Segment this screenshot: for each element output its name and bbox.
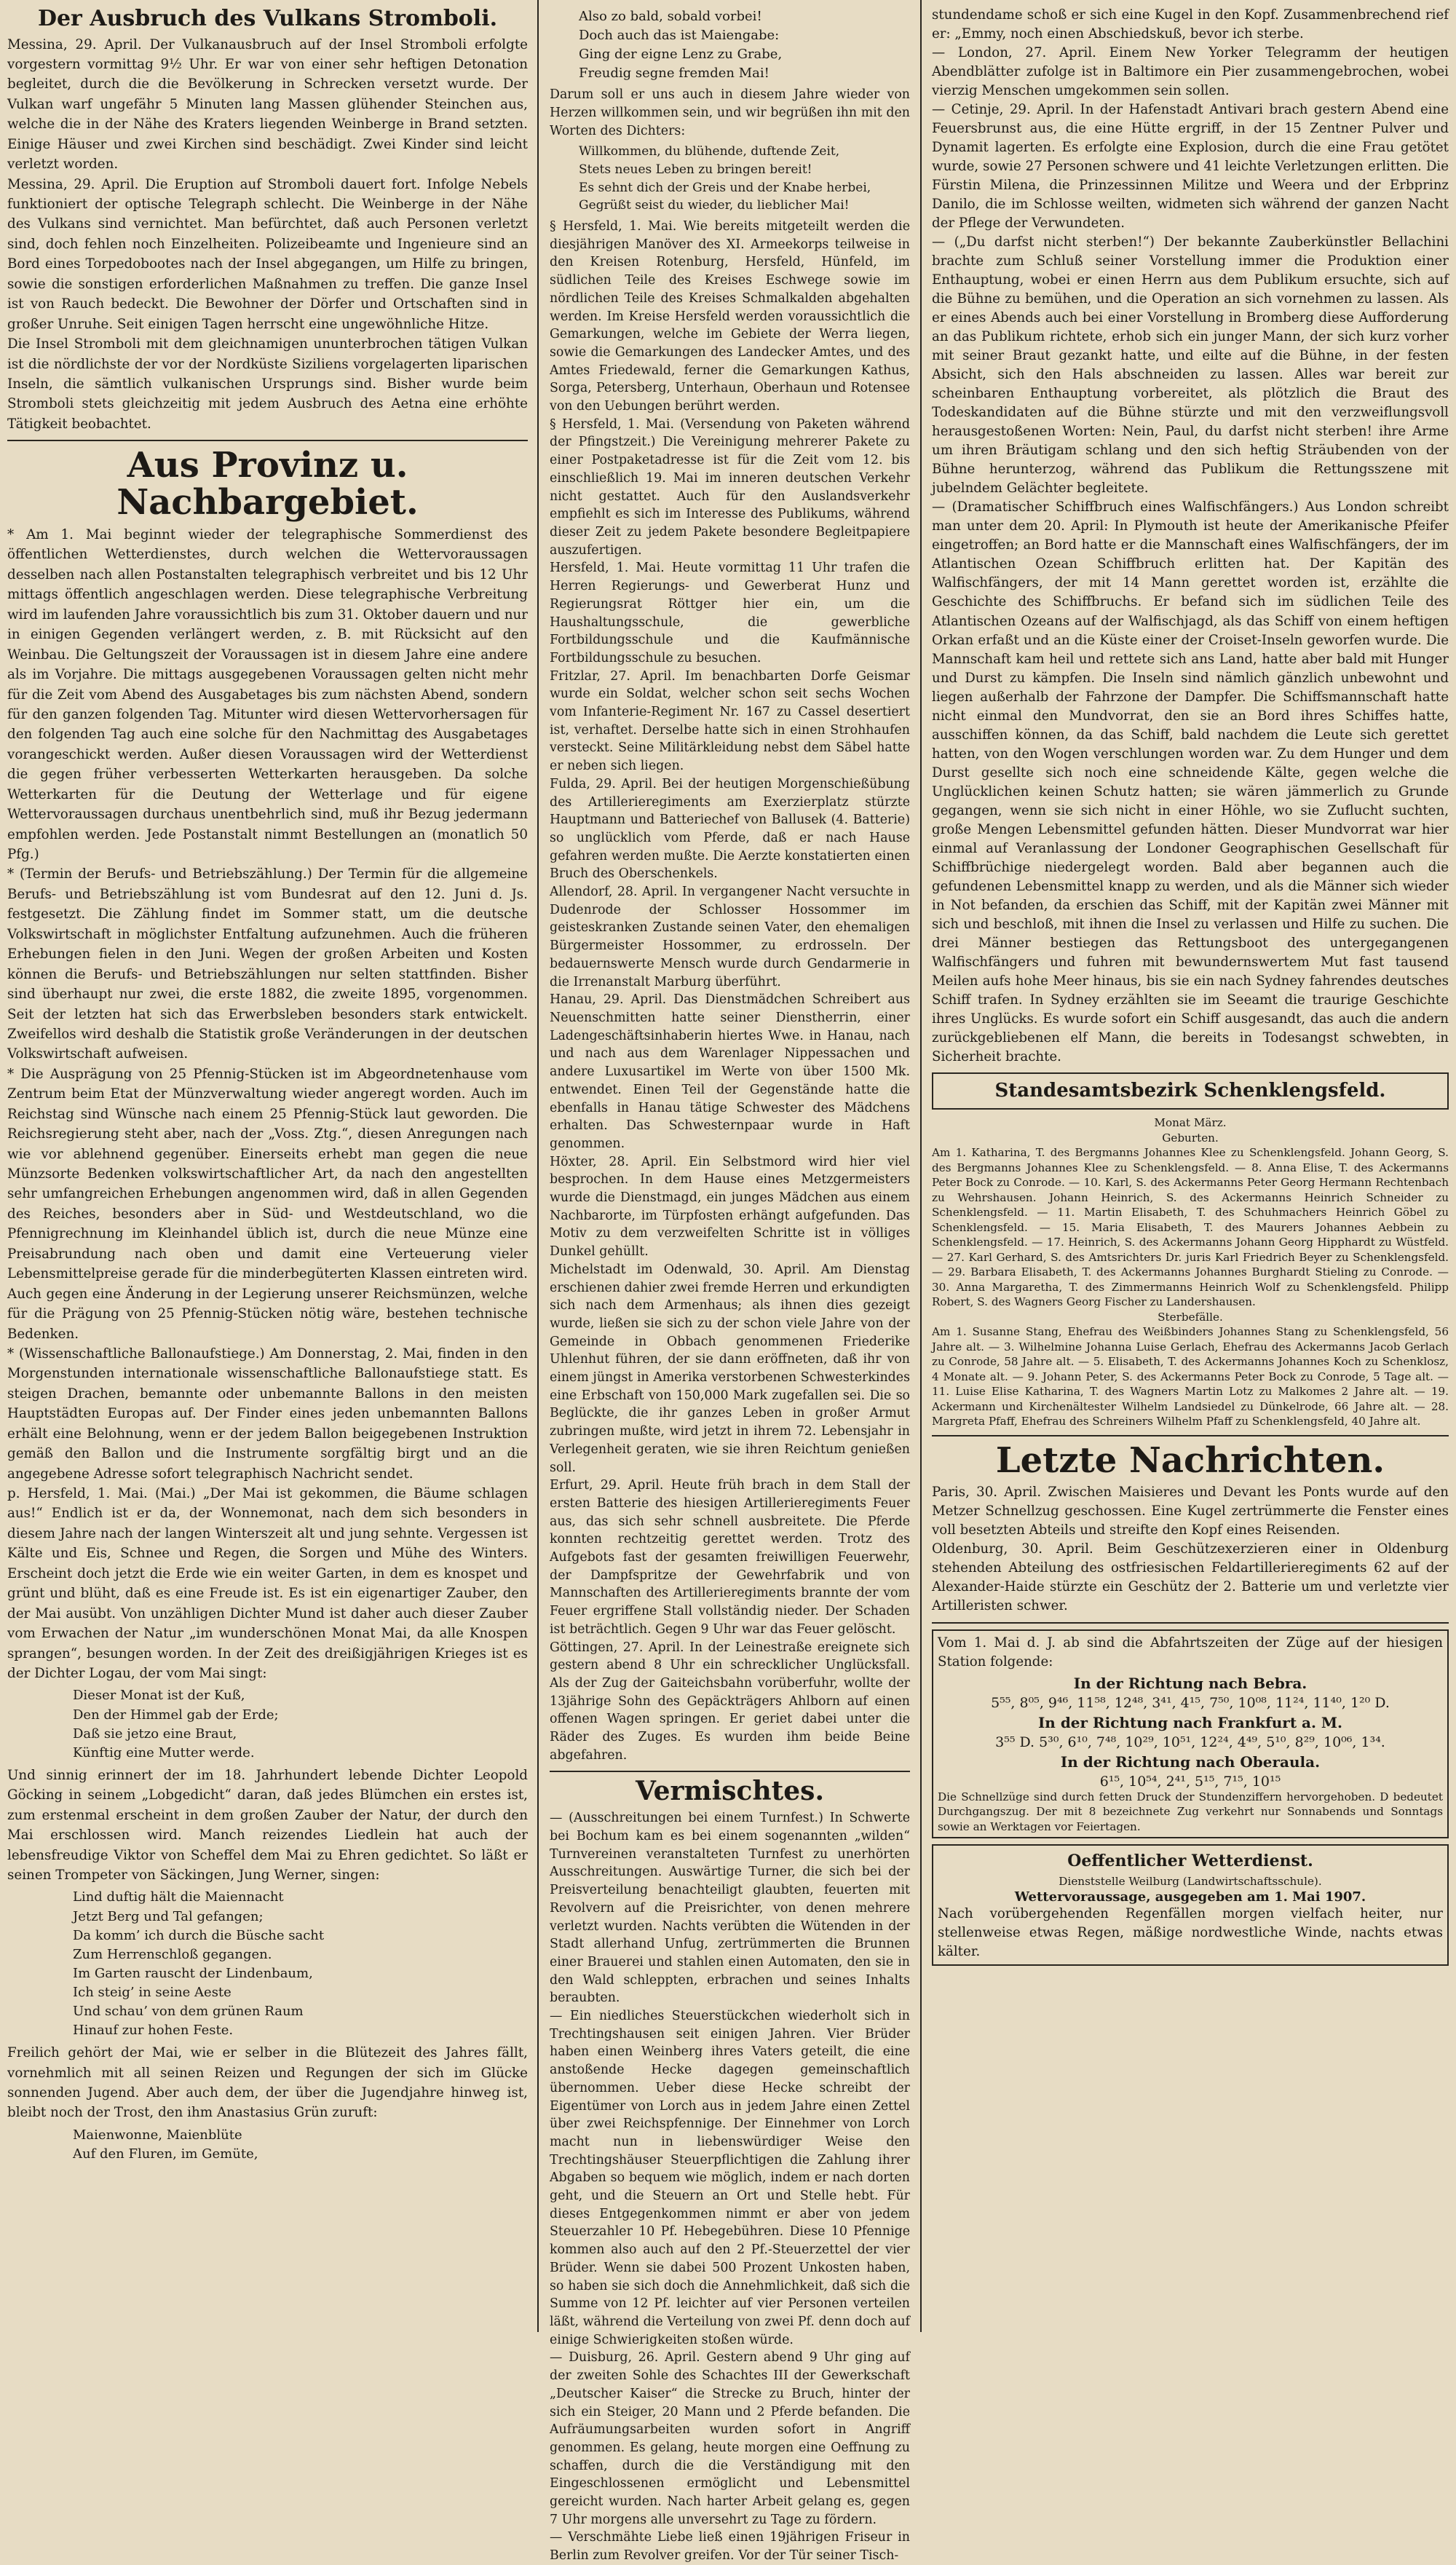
article-paragraph: stundendame schoß er sich eine Kugel in den Kopf. Zusammenbrechend rief er: „Emmy, noch einen Abschiedskuß, bevor ich sterbe. xyxy=(932,7,1449,42)
timetable-oberaula-heading: In der Richtung nach Oberaula. xyxy=(1060,1752,1321,1771)
article-paragraph: — Ein niedliches Steuerstückchen wiederholt sich in Trechtingshausen seit einigen Jahren. Vier Brüder haben einen Weinberg ihres Vaters geteilt, die eine anstoßende Hecke dagegen gemeinschaftlich übernommen. Ueber diese Hecke schreibt der Eigentümer von Lorch aus in jedem Jahre einen Zettel über zwei Reichspfennige. Der Einnehmer von Lorch macht nun in liebenswürdiger Weise den Trechtingshäuser Steuerpflichtigen die Zahlung ihrer Abgaben so bequem wie möglich, indem er nach dorten geht, und die Steuern an Ort und Stelle hebt. Für dieses Entgegenkommen nimmt er aber von jedem Steuerzahler 10 Pf. Hebegebühren. Diese 10 Pfennige kommen also auch auf den 2 Pf.-Steuerzettel der vier Brüder. Wenn sie dabei 500 Prozent Unkosten haben, so haben sie sich doch die Annehmlichkeit, daß sich die Summe von 12 Pf. leichter auf vier Personen verteilen läßt, während die Verteilung von zwei Pf. denn doch auf einige Schwierigkeiten stoßen würde. xyxy=(550,2009,910,2347)
poem-line: Lind duftig hält die Maiennacht xyxy=(73,1889,284,1905)
weather-box xyxy=(932,1844,1449,1966)
poem-logau xyxy=(73,1686,528,1762)
timetable-frankfurt-times: 3⁵⁵ D. 5³⁰, 6¹⁰, 7⁴⁸, 10²⁹, 10⁵¹, 12²⁴, 4⁴⁹, 5¹⁰, 8²⁹, 10⁰⁶, 1³⁴. xyxy=(995,1734,1385,1750)
vermischtes-headline: Vermischtes. xyxy=(636,1775,824,1806)
poem-continued xyxy=(579,7,910,83)
weather-station: Dienststelle Weilburg (Landwirtschaftsschule). xyxy=(1059,1875,1322,1889)
article-paragraph: * (Wissenschaftliche Ballonaufstiege.) Am Donnerstag, 2. Mai, finden in den Morgenstunden internationale wissenschaftliche Ballonaufstiege statt. Es steigen Drachen, bemannte oder unbemannte Ballons in den meisten Hauptstädten Europas auf. Der Finder eines jeden unbemannten Ballons erhält eine Belohnung, wenn er der jedem Ballon beigegebenen Instruktion gemäß den Ballon und die Instrumente sorgfältig birgt und an die angegebene Adresse sofort telegraphisch Nachricht sendet. xyxy=(7,1345,528,1482)
poem-line: Daß sie jetzo eine Braut, xyxy=(73,1726,237,1742)
poem-willkommen xyxy=(579,143,910,215)
letzte-nachrichten-headline: Letzte Nachrichten. xyxy=(995,1440,1385,1481)
column-right xyxy=(925,0,1456,2332)
article-paragraph: * Die Ausprägung von 25 Pfennig-Stücken ist im Abgeordnetenhause vom Zentrum beim Etat der Münzverwaltung wieder angeregt worden. Auch im Reichstag sind Wünsche nach einem 25 Pfennig-Stück laut geworden. Die Reichsregierung steht aber, nach der „Voss. Ztg.“, diesen Anregungen nach wie vor ablehnend gegenüber. Einerseits erhebt man gegen die neue Münzsorte Bedenken volkswirtschaftlicher Art, da nach den angestellten sehr umfangreichen Erhebungen angenommen wird, daß in allen Gegenden des Reiches, besonders aber in Süd- und Westdeutschland, wo die Pfennigrechnung im Kleinhandel üblich ist, durch die neue Münze eine Preisabrundung nach oben und damit eine Verteuerung vieler Lebensmittelpreise gerade für die minderbegüterten Klassen eintreten wird. Auch gegen eine Änderung in der Legierung unserer Reichsmünzen, welche für die Prägung von 25 Pfennig-Stücken nötig wäre, bestehen technische Bedenken. xyxy=(7,1066,528,1342)
article-paragraph: Allendorf, 28. April. In vergangener Nacht versuchte in Dudenrode der Schlosser Hossommer im geisteskranken Zustande seinen Vater, den ehemaligen Bürgermeister Hossommer, zu erdrosseln. Der bedauernswerte Mensch wurde durch Gendarmerie in die Irrenanstalt Marburg überführt. xyxy=(550,885,910,989)
section-divider xyxy=(7,440,528,441)
article-paragraph: * Am 1. Mai beginnt wieder der telegraphische Sommerdienst des öffentlichen Wetterdienstes, durch welchen die Wettervoraussagen desselben nach allen Postanstalten telegraphisch verbreitet und bis 12 Uhr mittags öffentlich angeschlagen werden. Diese telegraphische Verbreitung wird im laufenden Jahre voraussichtlich bis zum 31. Oktober dauern und nur in einigen Gegenden verlängert werden, z. B. mit Rücksicht auf den Weinbau. Die Geltungszeit der Voraussagen ist in diesem Jahre eine andere als im Vorjahre. Die mittags ausgegebenen Voraussagen gelten nicht mehr für die Zeit vom Abend des Ausgabetages bis zum nächsten Abend, sondern für den ganzen folgenden Tag. Mitunter wird diesen Wettervorhersagen für den folgenden Tag auch eine solche für den Nachmittag des Ausgabetages vorangeschickt werden. Außer diesen Voraussagen wird der Wetterdienst die gegen früher verbesserten Wetterkarten herausgeben. Da solche Wetterkarten für die Deutung der Wetterlage und für eigene Wettervoraussagen durchaus unentbehrlich sind, muß ihr Bezug jedermann empfohlen werden. Jede Postanstalt nimmt Bestellungen an (monatlich 50 Pfg.) xyxy=(7,527,528,863)
poem-scheffel xyxy=(73,1888,528,2040)
article-paragraph: * (Termin der Berufs- und Betriebszählung.) Der Termin für die allgemeine Berufs- und Betriebszählung ist vom Bundesrat auf den 12. Juni d. Js. festgesetzt. Die Zählung findet im Sommer statt, um die deutsche Volkswirtschaft in möglichster Entfaltung aufzunehmen. Auch die früheren Erhebungen fielen in den Juni. Wegen der großen Arbeiten und Kosten können die Berufs- und Betriebszählungen nur selten stattfinden. Bisher sind überhaupt nur zwei, die erste 1882, die zweite 1895, vorgenommen. Seit der letzten hat sich das Erwerbsleben besonders stark entwickelt. Zweifellos wird deshalb die Statistik große Veränderungen in der deutschen Volkswirtschaft aufweisen. xyxy=(7,866,528,1062)
article-paragraph: § Hersfeld, 1. Mai. (Versendung von Paketen während der Pfingstzeit.) Die Vereinigung mehrerer Pakete zu einer Postpaketadresse ist für die Zeit vom 12. bis einschließlich 19. Mai im inneren deutschen Verkehr nicht gestattet. Auch für den Auslandsverkehr empfiehlt es sich im Interesse des Publikums, während dieser Zeit zu jedem Pakete besondere Begleitpapiere auszufertigen. xyxy=(550,416,910,558)
section-divider xyxy=(932,1622,1449,1624)
standesamt-deaths: Am 1. Susanne Stang, Ehefrau des Weißbinders Johannes Stang zu Schenklengsfeld, 56 Jahre alt. — 3. Wilhelmine Johanna Luise Gerlach, Ehefrau des Ackermanns Jacob Gerlach zu Conrode, 58 Jahre alt. — 5. Elisabeth, T. des Ackermanns Johannes Koch zu Schenklosz, 4 Monate alt. — 9. Johann Peter, S. des Ackermanns Peter Bock zu Conrode, 5 Tage alt. — 11. Luise Elise Katharina, T. des Wagners Martin Lotz zu Malkomes 2 Jahre alt. — 19. Ackermann und Kirchenältester Wilhelm Landsiedel zu Dünkelrode, 66 Jahre alt. — 28. Margreta Pfaff, Ehefrau des Schreiners Wilhelm Pfaff zu Schenklengsfeld, 40 Jahre alt. xyxy=(932,1325,1449,1428)
poem-line: Ich steig’ in seine Aeste xyxy=(73,1984,232,2000)
poem-line: Den der Himmel gab der Erde; xyxy=(73,1707,279,1723)
poem-line: Und schau’ von dem grünen Raum xyxy=(73,2003,304,2019)
article-paragraph: Fulda, 29. April. Bei der heutigen Morgenschießübung des Artillerieregiments am Exerzierplatz stürzte Hauptmann und Batteriechef von Ballusek (4. Batterie) so unglücklich vom Pferde, daß er nach Hause gefahren werden mußte. Die Aerzte konstatierten einen Bruch des Oberschenkels. xyxy=(550,776,910,882)
weather-forecast: Nach vorübergehenden Regenfällen morgen vielfach heiter, nur stellenweise etwas Regen, mäßige nordwestliche Winde, nachts etwas kälter. xyxy=(938,1905,1443,1959)
stromboli-paragraph: Messina, 29. April. Der Vulkanausbruch auf der Insel Stromboli erfolgte vorgestern vormittag 9½ Uhr. Er war von einer sehr heftigen Detonation begleitet, durch die die Bevölkerung in Schrecken versetzt wurde. Der Vulkan warf ungefähr 5 Minuten lang Massen glühender Steinchen aus, welche die in der Nähe des Kraters liegenden Weinberge in Brand setzten. Einige Häuser und zwei Kirchen sind beschädigt. Zwei Kinder sind leicht verletzt worden. xyxy=(7,36,528,173)
article-paragraph: Michelstadt im Odenwald, 30. April. Am Dienstag erschienen dahier zwei fremde Herren und erkundigten sich nach dem Armenhaus; als ihnen dies gezeigt wurde, ließen sie sich zu der schon viele Jahre von der Gemeinde in Obbach genommenen Friederike Uhlenhut führen, der sie dann eröffneten, daß ihr von einem jüngst in Amerika verstorbenen Schwesterkindes eine Erbschaft von 150,000 Mark zugefallen sei. Die so Beglückte, die ihr ganzes Leben in großer Armut zubringen mußte, wird jetzt in ihrem 72. Lebensjahr in Verlegenheit geraten, wie sie ihren Reichtum genießen soll. xyxy=(550,1262,910,1475)
poem-line: Hinauf zur hohen Feste. xyxy=(73,2023,234,2039)
stromboli-paragraph: Die Insel Stromboli mit dem gleichnamigen ununterbrochen tätigen Vulkan ist die nördlichste der vor der Nordküste Siziliens vorgelagerten liparischen Inseln, die sämtlich vulkanischen Ursprungs sind. Bisher wurde beim Stromboli stets gleichzeitig mit jedem Ausbruch des Aetna eine erhöhte Tätigkeit beobachtet. xyxy=(7,336,528,432)
timetable-box xyxy=(932,1629,1449,1839)
article-paragraph: Hersfeld, 1. Mai. Heute vormittag 11 Uhr trafen die Herren Regierungs- und Gewerberat Hunz und Regierungsrat Röttger hier ein, um die Haushaltungsschule, die gewerbliche Fortbildungsschule und die Kaufmännische Fortbildungsschule zu besuchen. xyxy=(550,561,910,665)
standesamt-headline: Standesamtsbezirk Schenklengsfeld. xyxy=(994,1079,1386,1102)
timetable-bebra-heading: In der Richtung nach Bebra. xyxy=(1073,1674,1307,1692)
poem-line: Willkommen, du blühende, duftende Zeit, xyxy=(579,144,840,159)
provinz-headline: Aus Provinz u. Nachbargebiet. xyxy=(116,445,419,523)
timetable-intro: Vom 1. Mai d. J. ab sind die Abfahrtszeiten der Züge auf der hiesigen Station folgende: xyxy=(938,1635,1443,1669)
stromboli-headline: Der Ausbruch des Vulkans Stromboli. xyxy=(37,6,498,31)
section-divider xyxy=(550,1771,910,1772)
article-paragraph: Und sinnig erinnert der im 18. Jahrhundert lebende Dichter Leopold Göcking in seinem „Lobgedicht“ daran, daß jedes Blümchen ein erstes ist, zum erstenmal erscheint in dem großen Zauber der Natur, der durch den Mai erschlossen wird. Manch reizendes Liedlein hat auch der lebensfreudige Viktor von Scheffel dem Mai zu Ehren gedichtet. So läßt er seinen Trompeter von Säckingen, Jung Werner, singen: xyxy=(7,1767,528,1883)
poem-line: Gegrüßt seist du wieder, du lieblicher Mai! xyxy=(579,198,850,213)
article-paragraph: — (Ausschreitungen bei einem Turnfest.) In Schwerte bei Bochum kam es bei einem sogenannten „wilden“ Turnvereinen veranstalteten Turnfest zu unerhörten Ausschreitungen. Auswärtige Turner, die sich bei der Preisverteilung benachteiligt glaubten, feuerten mit Revolvern auf die Preisrichter, von denen mehrere verletzt wurden. Nachts verübten die Wütenden in der Stadt allerhand Unfug, zertrümmerten die Brunnen einer Brauerei und stahlen einen Automaten, den sie in den Wald schleppten, erbrachen und seines Inhalts beraubten. xyxy=(550,1811,910,2006)
article-paragraph: Hanau, 29. April. Das Dienstmädchen Schreibert aus Neuenschmitten hatte seiner Dienstherrin, einer Ladengeschäftsinhaberin hiertes Wwe. in Hanau, nach und nach aus dem Warenlager Nippessachen und andere Luxusartikel im Werte von über 1500 Mk. entwendet. Einen Teil der Gegenstände hatte die ebenfalls in Hanau tätige Schwester des Mädchens erhalten. Das Schwesternpaar wurde in Haft genommen. xyxy=(550,992,910,1151)
weather-headline: Oeffentlicher Wetterdienst. xyxy=(1067,1851,1313,1871)
section-divider xyxy=(932,1435,1449,1436)
article-paragraph: p. Hersfeld, 1. Mai. (Mai.) „Der Mai ist gekommen, die Bäume schlagen aus!“ Endlich ist er da, der Wonnemonat, nach dem sich besonders in diesem Jahre nach der langen Winterszeit alt und jung sehnte. Vergessen ist Kälte und Eis, Schnee und Regen, die Sorgen und Mühe des Winters. Erscheint doch jetzt die Erde wie ein weiter Garten, in dem es knospet und grünt und blüht, daß es eine Freude ist. Es ist ein eigenartiger Zauber, den der Mai ausübt. Von unzähligen Dichter Mund ist daher auch dieser Zauber vom Erwachen der Natur „im wunderschönen Monat Mai, da alle Knospen sprangen“, besungen worden. In der Zeit des dreißigjährigen Krieges ist es der Dichter Logau, der vom Mai singt: xyxy=(7,1486,528,1681)
timetable-bebra-times: 5⁵⁵, 8⁰⁵, 9⁴⁶, 11⁵⁸, 12⁴⁸, 3⁴¹, 4¹⁵, 7⁵⁰, 10⁰⁸, 11²⁴, 11⁴⁰, 1²⁰ D. xyxy=(991,1694,1390,1711)
stromboli-paragraph: Messina, 29. April. Die Eruption auf Stromboli dauert fort. Infolge Nebels funktioniert der optische Telegraph schlecht. Die Weinberge in der Nähe des Vulkans sind vernichtet. Man befürchtet, daß auch Personen verletzt sind, doch fehlen noch Einzelheiten. Polizeibeamte und Ingenieure sind an Bord eines Torpedobootes nach der Insel abgegangen, um Hilfe zu bringen, sowie die sonstigen erforderlichen Maßnahmen zu treffen. Die ganze Insel ist von Rauch bedeckt. Die Bewohner der Dörfer und Ortschaften sind in großer Unruhe. Seit einigen Tagen herrscht eine ungewöhnliche Hitze. xyxy=(7,176,528,332)
timetable-note: Die Schnellzüge sind durch fetten Druck der Stundenziffern hervorgehoben. D bedeutet Durchgangszug. Der mit 8 bezeichnete Zug verkehrt nur Sonnabends und Sonntags sowie an Werktagen vor Feiertagen. xyxy=(938,1790,1443,1833)
standesamt-month: Monat März. xyxy=(1154,1116,1227,1130)
poem-line: Maienwonne, Maienblüte xyxy=(73,2127,242,2143)
article-paragraph: — Cetinje, 29. April. In der Hafenstadt Antivari brach gestern Abend eine Feuersbrunst aus, die eine Hütte ergriff, in der 15 Zentner Pulver und Dynamit lagerten. Es erfolgte eine Explosion, durch die eine Frau getötet wurde, sowie 27 Personen schwere und 41 leichte Verletzungen erlitten. Die Fürstin Milena, die Prinzessinnen Militze und Weera und der Erbprinz Danilo, die im Schlosse weilten, widmeten sich während der ganzen Nacht der Pflege der Verwundeten. xyxy=(932,102,1449,232)
article-paragraph: Erfurt, 29. April. Heute früh brach in dem Stall der ersten Batterie des hiesigen Artillerieregiments Feuer aus, das sich sehr schnell ausbreitete. Die Pferde konnten rechtzeitig gerettet werden. Trotz des Aufgebots fast der gesamten freiwilligen Feuerwehr, der Dampfspritze der Gewehrfabrik und von Mannschaften des Artillerieregiments brannte der vom Feuer ergriffene Stall vollständig nieder. Der Schaden ist beträchtlich. Gegen 9 Uhr war das Feuer gelöscht. xyxy=(550,1478,910,1637)
article-paragraph: Paris, 30. April. Zwischen Maisieres und Devant les Ponts wurde auf den Metzer Schnellzug geschossen. Eine Kugel zertrümmerte die Fenster eines voll besetzten Abteils und streifte den Kopf eines Reisenden. xyxy=(932,1485,1449,1538)
standesamt-births: Am 1. Katharina, T. des Bergmanns Johannes Klee zu Schenklengsfeld. Johann Georg, S. des Bergmanns Johannes Klee zu Schenklengsfeld. — 8. Anna Elise, T. des Ackermanns Peter Bock zu Conrode. — 10. Karl, S. des Ackermanns Peter Georg Hermann Rechtenbach zu Wehrshausen. Johann Heinrich, S. des Ackermanns Heinrich Schneider zu Schenklengsfeld. — 11. Martin Elisabeth, T. des Schuhmachers Heinrich Göbel zu Schenklengsfeld. — 15. Maria Elisabeth, T. des Maurers Johannes Aebbein zu Schenklengsfeld. — 17. Heinrich, S. des Ackermanns Johann Georg Hipphardt zu Wüstfeld. — 27. Karl Gerhard, S. des Amtsrichters Dr. juris Karl Friedrich Beyer zu Schenklengsfeld. — 29. Barbara Elisabeth, T. des Ackermanns Johannes Burghardt Stieling zu Conrode. — 30. Anna Margaretha, T. des Zimmermanns Heinrich Wolf zu Schenklengsfeld. Philipp Robert, S. des Wagners Georg Fischer zu Landershausen. xyxy=(932,1146,1449,1309)
article-paragraph: § Hersfeld, 1. Mai. Wie bereits mitgeteilt werden die diesjährigen Manöver des XI. Armeekorps teilweise in den Kreisen Rotenburg, Hersfeld, Hünfeld, im südlichen Teile des Kreises Eschwege sowie im nördlichen Teile des Kreises Schmalkalden abgehalten werden. Im Kreise Hersfeld werden voraussichtlich die Gemarkungen, welche im Gebiete der Werra liegen, sowie die Gemarkungen des Landecker Amtes, und des Amtes Friedewald, ferner die Gemarkungen Kathus, Sorga, Petersberg, Unterhaun, Oberhaun und Rotensee von den Uebungen berührt werden. xyxy=(550,219,910,414)
poem-line: Da komm’ ich durch die Büsche sacht xyxy=(73,1927,325,1943)
column-left xyxy=(0,0,535,2332)
poem-line: Zum Herrenschloß gegangen. xyxy=(73,1946,272,1962)
article-paragraph: Darum soll er uns auch in diesem Jahre wieder von Herzen willkommen sein, und wir begrüßen ihn mit den Worten des Dichters: xyxy=(550,87,910,138)
poem-line: Jetzt Berg und Tal gefangen; xyxy=(73,1908,264,1924)
poem-line: Es sehnt dich der Greis und der Knabe herbei, xyxy=(579,180,871,195)
article-paragraph: — London, 27. April. Einem New Yorker Telegramm der heutigen Abendblätter zufolge ist in Baltimore ein Pier zusammengebrochen, wobei vierzig Menschen umgekommen sein sollen. xyxy=(932,45,1449,99)
article-paragraph: Oldenburg, 30. April. Beim Geschützexerzieren einer in Oldenburg stehenden Abteilung des ostfriesischen Feldartillerieregiments 62 auf der Alexander-Haide stürzte ein Geschütz der 2. Batterie um und verletzte vier Artilleristen schwer. xyxy=(932,1541,1449,1614)
article-paragraph: Göttingen, 27. April. In der Leinestraße ereignete sich gestern abend 8 Uhr ein schrecklicher Unglücksfall. Als der Zug der Gaiteichsbahn vorüberfuhr, wollte der 13jährige Sohn des Gepäckträgers Ahlborn auf einen offenen Wagen springen. Er geriet dabei unter die Räder des Zuges. Es wurden ihm beide Beine abgefahren. xyxy=(550,1640,910,1763)
article-paragraph: — Verschmähte Liebe ließ einen 19jährigen Friseur in Berlin zum Revolver greifen. Vor der Tür seiner Tisch- xyxy=(550,2530,910,2564)
poem-line: Doch auch das ist Maiengabe: xyxy=(579,28,780,44)
column-rule xyxy=(920,0,922,2332)
column-middle xyxy=(542,0,917,2564)
poem-line: Also zo bald, sobald vorbei! xyxy=(579,9,762,24)
poem-line: Freudig segne fremden Mai! xyxy=(579,66,769,82)
weather-forecast-heading: Wettervoraussage, ausgegeben am 1. Mai 1907. xyxy=(1014,1889,1366,1905)
article-paragraph: — Duisburg, 26. April. Gestern abend 9 Uhr ging auf der zweiten Sohle des Schachtes III der Gewerkschaft „Deutscher Kaiser“ die Strecke zu Bruch, hinter der sich ein Steiger, 20 Mann und 2 Pferde befanden. Die Aufräumungsarbeiten wurden sofort in Angriff genommen. Es gelang, heute morgen eine Oeffnung zu schaffen, durch die die Verständigung mit den Eingeschlossenen ermöglicht und Lebensmittel gereicht wurden. Nach harter Arbeit gelang es, gegen 7 Uhr morgens alle unversehrt zu Tage zu fördern. xyxy=(550,2350,910,2527)
timetable-frankfurt-heading: In der Richtung nach Frankfurt a. M. xyxy=(1037,1713,1343,1731)
poem-line: Künftig eine Mutter werde. xyxy=(73,1744,255,1760)
article-paragraph: Höxter, 28. April. Ein Selbstmord wird hier viel besprochen. In dem Hause eines Metzgermeisters wurde die Dienstmagd, ein junges Mädchen aus einem Nachbarorte, im Türpfosten erhängt aufgefunden. Das Motiv zu dem verzweifelten Schritte ist in völliges Dunkel gehüllt. xyxy=(550,1154,910,1260)
article-paragraph: Fritzlar, 27. April. Im benachbarten Dorfe Geismar wurde ein Soldat, welcher schon seit sechs Wochen vom Infanterie-Regiment Nr. 167 zu Cassel desertiert ist, verhaftet. Derselbe hatte sich in einen Strohhaufen versteckt. Seine Militärkleidung nebst dem Säbel hatte er neben sich liegen. xyxy=(550,668,910,774)
article-paragraph: — („Du darfst nicht sterben!“) Der bekannte Zauberkünstler Bellachini brachte zum Schluß seiner Vorstellung immer die Produktion einer Enthauptung, wobei er einen Herrn aus dem Publikum ersuchte, sich auf die Bühne zu bemühen, und die Operation an sich vornehmen zu lassen. Als er eines Abends auch bei einer Vorstellung in Bromberg diese Aufforderung an das Publikum richtete, erhob sich ein junger Mann, der sich kurz vorher mit seiner Braut gezankt hatte, und eilte auf die Bühne, in der festen Absicht, sich den Hals abschneiden zu lassen. Alles war bereit zur scheinbaren Enthauptung vorbereitet, als plötzlich die Braut des Todeskandidaten auf die Bühne stürzte und mit den verzweiflungsvoll herausgestoßenen Worten: Nein, Paul, du darfst nicht sterben! ihre Arme um ihren Bräutigam schlang und den sich heftig Sträubenden von der Bühne herunterzog, während das Publikum die Rettungsszene mit jubelndem Gelächter begleitete. xyxy=(932,234,1449,497)
poem-line: Dieser Monat ist der Kuß, xyxy=(73,1688,245,1704)
article-paragraph: Freilich gehört der Mai, wie er selber in die Blütezeit des Jahres fällt, vornehmlich mit all seinen Reizen und Regungen der sich im Glücke sonnenden Jugend. Aber auch dem, der über die Jugendjahre hinweg ist, bleibt noch der Trost, den ihm Anastasius Grün zuruft: xyxy=(7,2045,528,2121)
poem-line: Stets neues Leben zu bringen bereit! xyxy=(579,162,812,178)
poem-line: Auf den Fluren, im Gemüte, xyxy=(73,2146,258,2162)
poem-line: Ging der eigne Lenz zu Grabe, xyxy=(579,47,783,63)
poem-line: Im Garten rauscht der Lindenbaum, xyxy=(73,1965,313,1981)
article-paragraph: — (Dramatischer Schiffbruch eines Walfischfängers.) Aus London schreibt man unter dem 20. April: In Plymouth ist heute der Amerikanische Pfeifer eingetroffen; an Bord hatte er die Mannschaft eines Walfischfängers, der im Atlantischen Ozean Schiffbruch erlitten hat. Der Kapitän des Walfischfängers, der mit 14 Mann gerettet worden ist, erzählte die Geschichte des Schiffbruchs. Er befand sich im südlichen Teile des Atlantischen Ozeans auf der Walfischjagd, als das Schiff von einem heftigen Orkan erfaßt und an die Küste einer der Croiset-Inseln geworfen wurde. Die Mannschaft kam heil und rettete sich ans Land, hatte aber bald mit Hunger und Durst zu kämpfen. Die Inseln sind nämlich gänzlich unbewohnt und liegen außerhalb der Fahrzone der Dampfer. Die Schiffsmannschaft hatte nicht einmal den Mundvorrat, den sie an Bord ihres Schiffes hatte, ausschiffen können, da das Schiff, bald nachdem die Leute sich gerettet hatten, von den Wogen verschlungen worden war. Zu dem Hunger und dem Durst gesellte sich noch eine schneidende Kälte, gegen welche die Unglücklichen keinen Schutz hatten; sie wären jämmerlich zu Grunde gegangen, wenn sie sich nicht in einer Höhle, wo sie Zuflucht suchten, große Mengen Lebensmittel gefunden hätten. Dieser Mundvorrat war hier einmal auf Veranlassung der Londoner Geographischen Gesellschaft für Schiffbrüchige niedergelegt worden. Bald aber begannen auch die gefundenen Lebensmittel knapp zu werden, und als die Männer sich wieder in Not befanden, da erschien das Schiff, mit der Kapitän zwei Männer mit sich und beschloß, mit ihnen die Insel zu verlassen und Hilfe zu suchen. Die drei Männer bestiegen das Rettungsboot des untergegangenen Walfischfängers und fuhren mit bewundernswertem Mut fast tausend Meilen aufs hohe Meer hinaus, bis sie ein nach Sydney fahrendes deutsches Schiff trafen. In Sydney erzählten sie im Seeamt die traurige Geschichte ihres Unglücks. Es wurde sofort ein Schiff ausgesandt, das auch die andern zurückgebliebenen elf Mann, die bereits in Todesangst schwebten, in Sicherheit brachte. xyxy=(932,499,1449,1064)
column-rule xyxy=(537,0,539,2332)
poem-gruen xyxy=(73,2126,528,2164)
standesamt-box xyxy=(932,1072,1449,1110)
standesamt-deaths-heading: Sterbefälle. xyxy=(1158,1310,1223,1324)
timetable-oberaula-times: 6¹⁵, 10⁵⁴, 2⁴¹, 5¹⁵, 7¹⁵, 10¹⁵ xyxy=(1099,1773,1281,1790)
standesamt-births-heading: Geburten. xyxy=(1162,1131,1219,1145)
